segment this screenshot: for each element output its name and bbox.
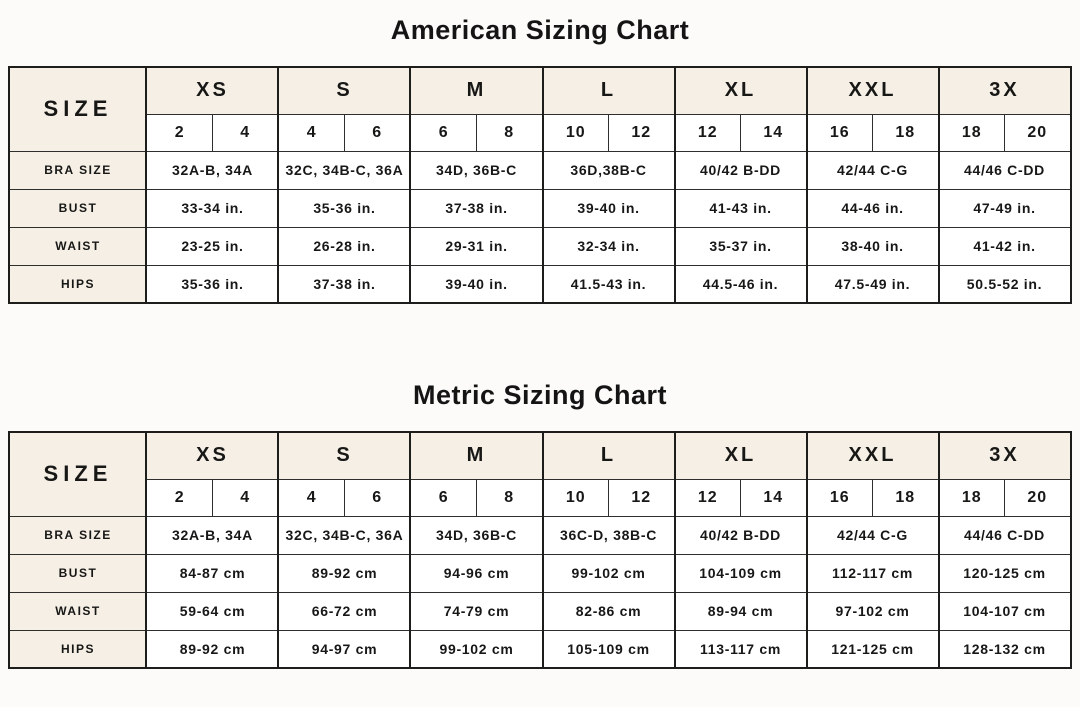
hips-row — [9, 265, 1070, 303]
numeric-size-cell: 20 — [1005, 114, 1071, 151]
metric-sizing-chart-section — [0, 304, 1080, 669]
value-cell: 89-92 cm — [278, 554, 410, 592]
value-cell: 34D, 36B-C — [410, 516, 542, 554]
value-cell: 59-64 cm — [146, 592, 278, 630]
value-cell: 104-109 cm — [675, 554, 807, 592]
hips-row — [9, 630, 1070, 668]
bra-size-row — [9, 516, 1070, 554]
value-cell: 23-25 in. — [146, 227, 278, 265]
value-cell: 42/44 C-G — [807, 516, 939, 554]
value-cell: 99-102 cm — [543, 554, 675, 592]
numeric-size-cell: 18 — [873, 114, 939, 151]
value-cell: 82-86 cm — [543, 592, 675, 630]
value-cell: 97-102 cm — [807, 592, 939, 630]
size-header-l: L — [543, 67, 675, 114]
american-sizing-chart-section — [0, 0, 1080, 304]
numeric-size-cell: 2 — [146, 479, 212, 516]
metric-sizing-table — [8, 431, 1071, 669]
value-cell: 34D, 36B-C — [410, 151, 542, 189]
numeric-size-cell: 16 — [807, 479, 873, 516]
value-cell: 36D,38B-C — [543, 151, 675, 189]
numeric-size-cell: 18 — [939, 479, 1005, 516]
numeric-size-cell: 4 — [212, 114, 278, 151]
value-cell: 41.5-43 in. — [543, 265, 675, 303]
value-cell: 74-79 cm — [410, 592, 542, 630]
value-cell: 112-117 cm — [807, 554, 939, 592]
value-cell: 94-96 cm — [410, 554, 542, 592]
numeric-size-cell: 14 — [741, 479, 807, 516]
numeric-size-cell: 12 — [609, 479, 675, 516]
numeric-size-row — [9, 479, 1070, 516]
size-header-s: S — [278, 67, 410, 114]
value-cell: 128-132 cm — [939, 630, 1071, 668]
value-cell: 42/44 C-G — [807, 151, 939, 189]
row-label-waist: WAIST — [9, 227, 146, 265]
row-label-hips: HIPS — [9, 630, 146, 668]
numeric-size-cell: 4 — [212, 479, 278, 516]
value-cell: 66-72 cm — [278, 592, 410, 630]
value-cell: 89-94 cm — [675, 592, 807, 630]
value-cell: 38-40 in. — [807, 227, 939, 265]
row-label-hips: HIPS — [9, 265, 146, 303]
value-cell: 44-46 in. — [807, 189, 939, 227]
bra-size-row — [9, 151, 1070, 189]
numeric-size-cell: 18 — [873, 479, 939, 516]
row-label-bust: BUST — [9, 189, 146, 227]
size-header-l: L — [543, 432, 675, 479]
value-cell: 32C, 34B-C, 36A — [278, 151, 410, 189]
value-cell: 32A-B, 34A — [146, 151, 278, 189]
value-cell: 84-87 cm — [146, 554, 278, 592]
size-header-xs: XS — [146, 432, 278, 479]
numeric-size-cell: 16 — [807, 114, 873, 151]
size-letter-row — [9, 67, 1070, 114]
value-cell: 94-97 cm — [278, 630, 410, 668]
metric-chart-title: Metric Sizing Chart — [412, 380, 668, 410]
size-header-s: S — [278, 432, 410, 479]
row-label-bust: BUST — [9, 554, 146, 592]
value-cell: 47-49 in. — [939, 189, 1071, 227]
numeric-size-cell: 4 — [278, 479, 344, 516]
value-cell: 44/46 C-DD — [939, 151, 1071, 189]
size-header-3x: 3X — [939, 67, 1071, 114]
size-header-3x: 3X — [939, 432, 1071, 479]
size-header-xl: XL — [675, 67, 807, 114]
value-cell: 40/42 B-DD — [675, 516, 807, 554]
value-cell: 40/42 B-DD — [675, 151, 807, 189]
value-cell: 29-31 in. — [410, 227, 542, 265]
row-label-bra-size: BRA SIZE — [9, 151, 146, 189]
size-header-xxl: XXL — [807, 432, 939, 479]
numeric-size-cell: 10 — [543, 479, 609, 516]
numeric-size-cell: 12 — [675, 114, 741, 151]
value-cell: 44.5-46 in. — [675, 265, 807, 303]
numeric-size-cell: 10 — [543, 114, 609, 151]
value-cell: 39-40 in. — [543, 189, 675, 227]
value-cell: 32-34 in. — [543, 227, 675, 265]
size-corner-label: SIZE — [9, 67, 146, 151]
numeric-size-cell: 6 — [410, 114, 476, 151]
size-header-xs: XS — [146, 67, 278, 114]
numeric-size-cell: 18 — [939, 114, 1005, 151]
numeric-size-row — [9, 114, 1070, 151]
value-cell: 35-36 in. — [278, 189, 410, 227]
value-cell: 35-36 in. — [146, 265, 278, 303]
value-cell: 113-117 cm — [675, 630, 807, 668]
numeric-size-cell: 6 — [344, 479, 410, 516]
numeric-size-cell: 12 — [675, 479, 741, 516]
value-cell: 33-34 in. — [146, 189, 278, 227]
numeric-size-cell: 6 — [344, 114, 410, 151]
value-cell: 41-42 in. — [939, 227, 1071, 265]
numeric-size-cell: 14 — [741, 114, 807, 151]
numeric-size-cell: 8 — [476, 114, 542, 151]
row-label-waist: WAIST — [9, 592, 146, 630]
numeric-size-cell: 2 — [146, 114, 212, 151]
size-header-m: M — [410, 432, 542, 479]
american-chart-title: American Sizing Chart — [390, 15, 690, 45]
row-label-bra-size: BRA SIZE — [9, 516, 146, 554]
numeric-size-cell: 8 — [476, 479, 542, 516]
value-cell: 37-38 in. — [278, 265, 410, 303]
value-cell: 26-28 in. — [278, 227, 410, 265]
numeric-size-cell: 6 — [410, 479, 476, 516]
bust-row — [9, 554, 1070, 592]
value-cell: 50.5-52 in. — [939, 265, 1071, 303]
value-cell: 105-109 cm — [543, 630, 675, 668]
value-cell: 89-92 cm — [146, 630, 278, 668]
size-letter-row — [9, 432, 1070, 479]
value-cell: 39-40 in. — [410, 265, 542, 303]
value-cell: 35-37 in. — [675, 227, 807, 265]
bust-row — [9, 189, 1070, 227]
waist-row — [9, 227, 1070, 265]
numeric-size-cell: 4 — [278, 114, 344, 151]
value-cell: 104-107 cm — [939, 592, 1071, 630]
value-cell: 32A-B, 34A — [146, 516, 278, 554]
value-cell: 37-38 in. — [410, 189, 542, 227]
numeric-size-cell: 12 — [609, 114, 675, 151]
value-cell: 121-125 cm — [807, 630, 939, 668]
waist-row — [9, 592, 1070, 630]
value-cell: 120-125 cm — [939, 554, 1071, 592]
value-cell: 44/46 C-DD — [939, 516, 1071, 554]
numeric-size-cell: 20 — [1005, 479, 1071, 516]
value-cell: 41-43 in. — [675, 189, 807, 227]
size-corner-label: SIZE — [9, 432, 146, 516]
american-sizing-table — [8, 66, 1071, 304]
value-cell: 32C, 34B-C, 36A — [278, 516, 410, 554]
size-header-xxl: XXL — [807, 67, 939, 114]
size-header-xl: XL — [675, 432, 807, 479]
size-header-m: M — [410, 67, 542, 114]
value-cell: 99-102 cm — [410, 630, 542, 668]
value-cell: 36C-D, 38B-C — [543, 516, 675, 554]
value-cell: 47.5-49 in. — [807, 265, 939, 303]
